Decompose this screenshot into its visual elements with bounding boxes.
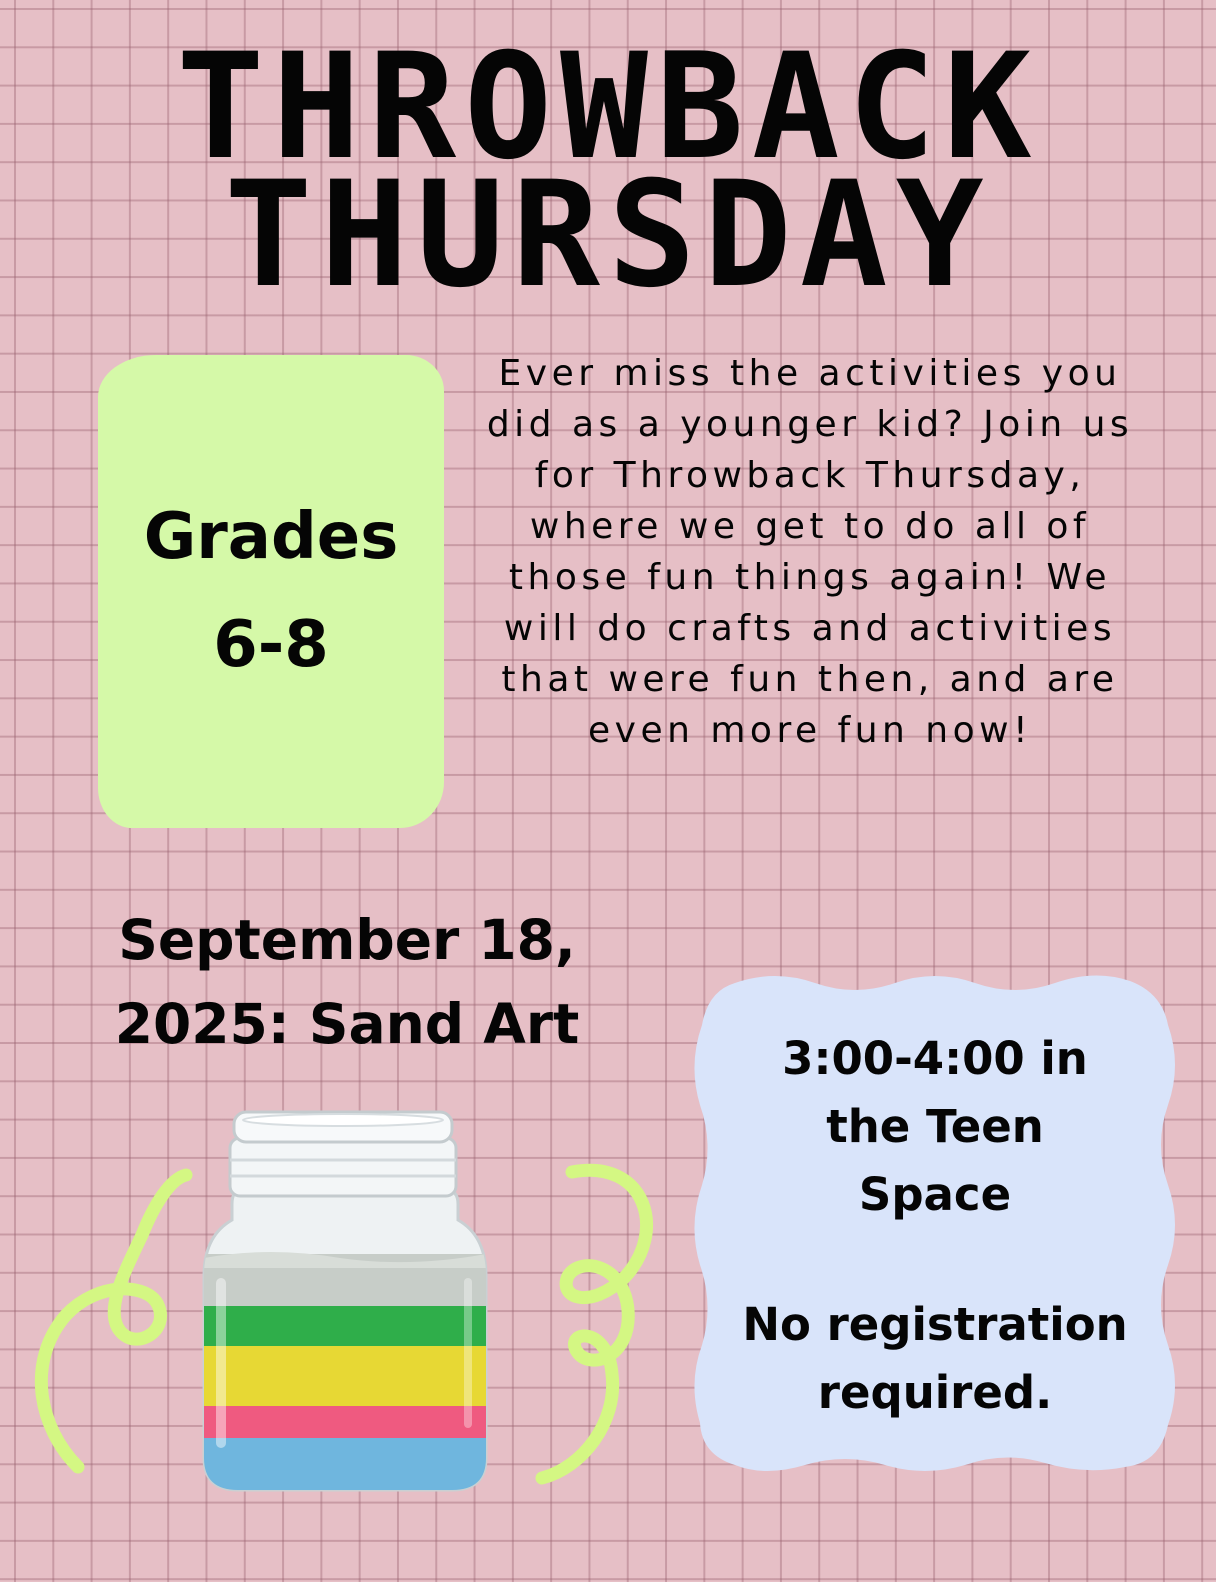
event-date-activity xyxy=(92,898,602,1066)
info-text xyxy=(720,1025,1150,1427)
event-date-line-1: September 18, xyxy=(118,908,576,972)
event-description: Ever miss the activities you did as a younger kid? Join us for Throwback Thursday, where we get to do all of those fun things again! We will do crafts and activities that were fun then, and are even more fun now! xyxy=(486,353,1134,751)
grades-label: Grades xyxy=(143,499,399,574)
title-line-1: THROWBACK xyxy=(176,22,1040,192)
info-location-2: Space xyxy=(858,1168,1012,1221)
sand-art-jar-image xyxy=(190,1108,500,1493)
event-date-line-2: 2025: Sand Art xyxy=(114,992,580,1056)
info-box xyxy=(690,975,1180,1475)
grades-card xyxy=(98,355,444,828)
grades-range: 6-8 xyxy=(213,607,329,682)
info-time: 3:00-4:00 in xyxy=(782,1032,1088,1085)
info-registration-1: No registration xyxy=(742,1298,1128,1351)
left-swirl-decoration xyxy=(20,1165,205,1485)
right-swirl-decoration xyxy=(528,1160,668,1495)
info-registration-2: required. xyxy=(817,1366,1053,1419)
title-line-2: THURSDAY xyxy=(224,150,992,320)
info-spacer xyxy=(720,1229,1150,1291)
info-location-1: the Teen xyxy=(826,1100,1044,1153)
